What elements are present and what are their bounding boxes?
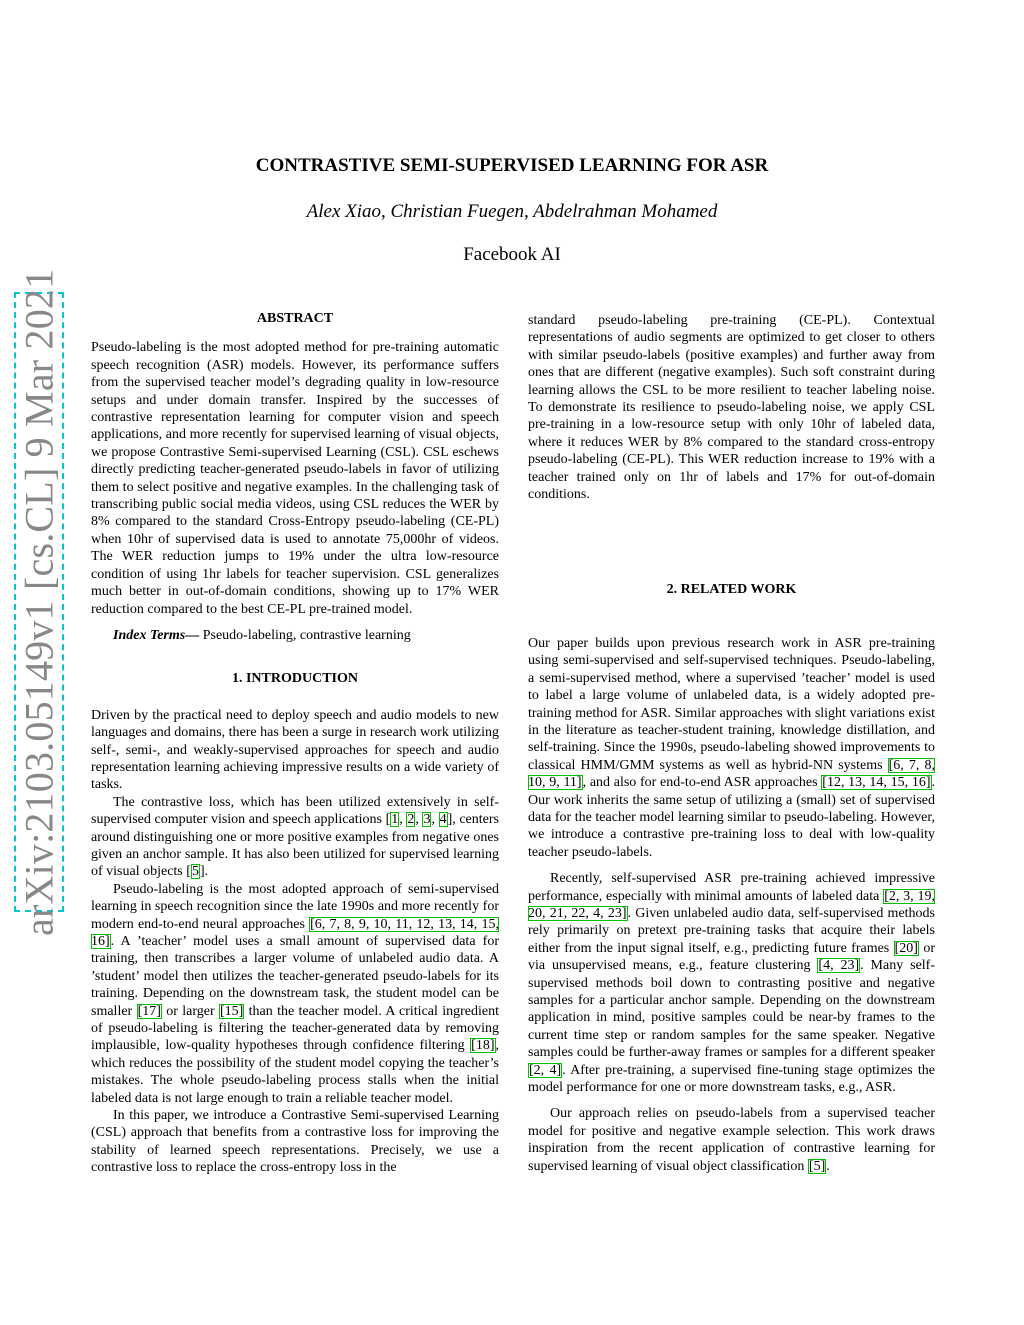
related-p2-text: . Many self-supervised methods boil down to contrasting positive and negative samples for a particular anchor sample. Depending on the downstream application in mind, positive samples could be near-by frames to the current time step or random samples for the same speaker. Negative samples could be further-away frames or samples for a different speaker <box>528 958 935 1061</box>
intro-p3-text: or larger <box>161 1003 219 1019</box>
citation-link[interactable]: [20] <box>894 940 918 956</box>
intro-p3-text: . A ’teacher’ model uses a small amount of supervised data for training, then transcribes a larger volume of unlabeled audio data. A ’student’ model then utilizes the teacher-generated pseudo-labels for its training. Depending on the downstream task, the student model can be smaller <box>91 934 499 1019</box>
arxiv-identifier[interactable]: arXiv:2103.05149v1 [cs.CL] 9 Mar 2021 <box>14 292 64 912</box>
related-p1-text: Our paper builds upon previous research work in ASR pre-training using semi-supervised and self-supervised techniques. Pseudo-labeling, a semi-supervised method, where a supervised ’teacher’ model is used to label a large volume of unlabeled data, is a widely adopted pre-training method for ASR. Similar approaches with slight variations exist in the literature as teacher-student training, knowledge distillation, and self-training. Since the 1990s, pseudo-labeling showed improvements to classical HMM/GMM systems as well as hybrid-NN systems <box>528 635 935 773</box>
abstract-continuation: standard pseudo-labeling pre-training (CE-PL). Contextual representations of audio segments are optimized to get closer to others with similar pseudo-labels (positive examples) and further away from ones that are different (negative examples). Such soft constraint during learning allows the CSL to be more resilient to teacher labeling noise. To demonstrate its resilience to pseudo-labeling noise, we apply CSL pre-training in a low-resource setup with only 10hr of labeled data, where it reduces WER by 8% compared to the standard cross-entropy pseudo-labeling (CE-PL). This WER reduction increase to 19% with a teacher trained only on 1hr of labels and 17% for out-of-domain conditions. <box>528 313 935 503</box>
citation-link[interactable]: 5 <box>191 864 199 880</box>
citation-link[interactable]: 4 <box>439 812 447 828</box>
author-list: Alex Xiao, Christian Fuegen, Abdelrahman Mohamed <box>306 201 718 222</box>
intro-paragraph-1: Driven by the practical need to deploy speech and audio models to new languages and domains, there has been a surge in research work utilizing self-, semi-, and weakly-supervised approaches for speech and audio representation learning achieving impressive results on a wide variety of tasks. <box>91 707 499 793</box>
citation-link[interactable]: 3 <box>423 812 431 828</box>
intro-paragraph-4: In this paper, we introduce a Contrastive Semi-supervised Learning (CSL) approach that benefits from a contrastive loss for improving the stability of learned speech representations. Precisely, we use a contrastive loss to replace the cross-entropy loss in the <box>91 1108 499 1176</box>
related-work-heading: 2. RELATED WORK <box>666 582 797 598</box>
intro-p2-text: . <box>204 864 209 880</box>
citation-link[interactable]: [2, 4] <box>529 1062 562 1078</box>
intro-p3-text: , which reduces the possibility of the student model copying the teacher’s mistakes. The whole pseudo-labeling process stalls when the initial labeled data is not large enough to train a reliable teacher model. <box>91 1038 499 1106</box>
related-paragraph-3 <box>528 1105 935 1175</box>
index-terms <box>91 627 499 644</box>
related-p2-text: . After pre-training, a supervised fine-tuning stage optimizes the model performance for one or more downstream tasks, e.g., ASR. <box>528 1062 936 1096</box>
abstract-text: Pseudo-labeling is the most adopted method for pre-training automatic speech recognition (ASR) models. However, its performance suffers from the supervised teacher model’s degrading quality in low-resource setups and under domain transfer. Inspired by the successes of contrastive representation learning for computer vision and speech applications, and more recently for supervised learning of visual objects, we propose Contrastive Semi-supervised Learning (CSL). CSL eschews directly predicting teacher-generated pseudo-labels in favor of utilizing them to select positive and negative examples. In the challenging task of transcribing public social media videos, using CSL reduces the WER by 8% compared to the standard Cross-Entropy pseudo-labeling (CE-PL) when 10hr of supervised data is used to annotate 75,000hr of videos. The WER reduction jumps to 19% under the ultra low-resource condition of using 1hr labels for teacher supervision. CSL generalizes much better in out-of-domain conditions, showing up to 17% WER reduction compared to the best CE-PL pre-trained model. <box>91 340 499 617</box>
intro-paragraph-3 <box>91 881 499 1107</box>
citation-link[interactable]: 1 <box>391 812 399 828</box>
related-p1-text: , and also for end-to-end ASR approaches <box>582 775 822 791</box>
intro-paragraph-2: The contrastive loss, which has been utilized extensively in self-supervised computer vision and speech applications [1, 2, 3, 4], centers around distinguishing one or more positive examples from negative ones given an anchor sample. It has also been utilized for supervised learning of visual objects [5]. <box>91 794 499 880</box>
citation-link[interactable]: [12, 13, 14, 15, 16] <box>822 775 931 791</box>
citation-link[interactable]: [2, 3, 19, 20, 21, 22, 4, 23] <box>528 888 935 921</box>
affiliation: Facebook AI <box>463 244 561 265</box>
index-terms-label: Index Terms— <box>113 627 200 643</box>
citation-link[interactable]: [6, 7, 8, 10, 9, 11] <box>528 757 935 791</box>
citation-link[interactable]: 2 <box>407 812 415 828</box>
citation-link[interactable]: [15] <box>219 1003 244 1019</box>
paper-title: CONTRASTIVE SEMI-SUPERVISED LEARNING FOR ASR <box>255 155 769 176</box>
related-p2-text: Recently, self-supervised ASR pre-training achieved impressive performance, especially with minimal amounts of labeled data <box>528 871 935 904</box>
citation-link[interactable]: [5] <box>808 1158 826 1174</box>
intro-p3-text: than the teacher model. A critical ingredient of pseudo-labeling is filtering the teacher-generated data by removing implausible, low-quality hypotheses through confidence filtering <box>91 1003 499 1054</box>
related-p2-text: or via unsupervised means, e.g., feature clustering <box>528 940 936 974</box>
related-p3-text: . <box>826 1158 830 1174</box>
intro-p2-text: The contrastive loss, which has been utilized extensively in self-supervised computer vision and speech applications <box>91 794 499 828</box>
citation-link[interactable]: [18] <box>471 1038 495 1054</box>
left-column <box>91 310 499 1177</box>
citation-link[interactable]: [6, 7, 8, 9, 10, 11, 12, 13, 14, 15, 16] <box>91 916 499 949</box>
intro-p2-text: , centers around distinguishing one or more positive examples from negative ones given an anchor sample. It has also been utilized for supervised learning of visual objects <box>91 812 499 880</box>
related-p3-text: Our approach relies on pseudo-labels from a supervised teacher model for positive and negative example selection. This work draws inspiration from the recent application of contrastive learning for supervised learning of visual object classification <box>528 1106 935 1174</box>
related-p2-text: . Given unlabeled audio data, self-supervised methods rely primarily on pretext pre-training tasks that acquire their labels either from the input signal itself, e.g., predicting future frames <box>528 905 935 956</box>
right-column <box>528 312 935 1175</box>
intro-heading: 1. INTRODUCTION <box>231 671 358 687</box>
related-p1-text: . Our work inherits the same setup of utilizing a (small) set of supervised data for the teacher model learning similar to pseudo-labeling. However, we introduce a contrastive pre-training loss to deal with low-quality teacher pseudo-labels. <box>528 775 935 860</box>
related-paragraph-2 <box>528 870 935 1096</box>
citation-link[interactable]: [4, 23] <box>818 958 860 974</box>
intro-p3-text: Pseudo-labeling is the most adopted approach of semi-supervised learning in speech recognition since the late 1990s and more recently for modern end-to-end neural approaches <box>91 881 499 932</box>
citation-link[interactable]: [17] <box>137 1003 161 1019</box>
related-paragraph-1 <box>528 635 935 861</box>
index-terms-text: Pseudo-labeling, contrastive learning <box>199 627 411 643</box>
abstract-heading: ABSTRACT <box>256 311 334 326</box>
